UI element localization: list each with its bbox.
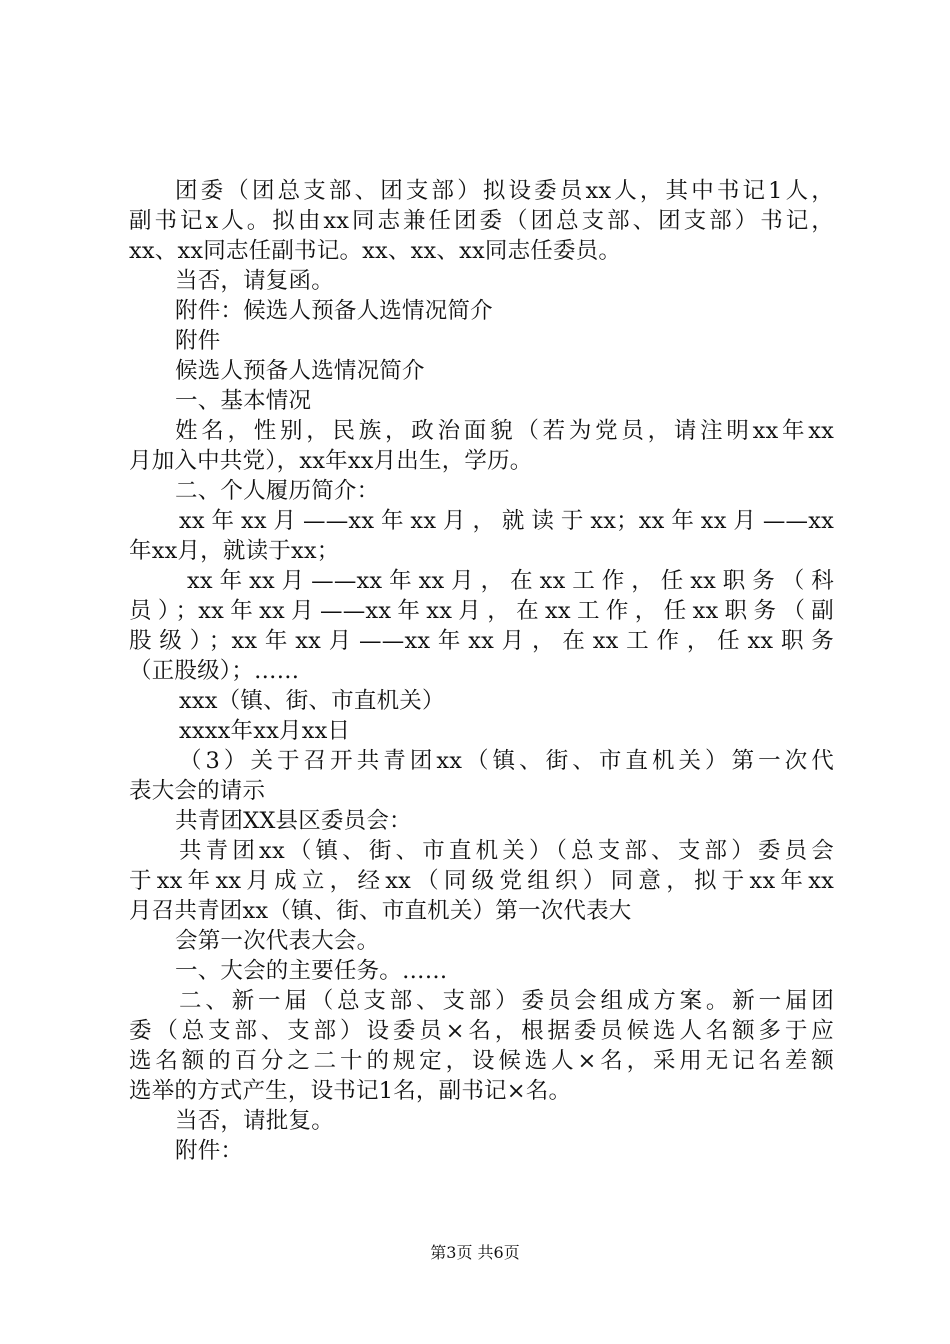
paragraph-line: 副书记x人。拟由xx同志兼任团委（团总支部、团支部）书记， [129, 208, 834, 234]
document-body [129, 176, 834, 1166]
paragraph-line: xx、xx同志任副书记。xx、xx、xx同志任委员。 [129, 238, 622, 264]
section-heading: 一、基本情况 [175, 388, 312, 414]
paragraph-line: 委（总支部、支部）设委员×名，根据委员候选人名额多于应 [129, 1018, 834, 1044]
paragraph-line: 年xx月，就读于xx； [129, 538, 340, 564]
paragraph-line: xx年xx月——xx年xx月，就读于xx；xx年xx月——xx [179, 508, 834, 534]
paragraph-line: 共青团xx（镇、街、市直机关）（总支部、支部）委员会 [179, 838, 834, 864]
recipient-line: 共青团XX县区委员会： [175, 808, 412, 834]
paragraph-line: 当否，请复函。 [175, 268, 334, 294]
signature-org: xxx（镇、街、市直机关） [179, 688, 445, 714]
paragraph-line: 于xx年xx月成立，经xx（同级党组织）同意，拟于xx年xx [129, 868, 834, 894]
paragraph-line: 月加入中共党），xx年xx月出生，学历。 [129, 448, 533, 474]
attachment-title: 候选人预备人选情况简介 [175, 358, 425, 384]
paragraph-line: 二、新一届（总支部、支部）委员会组成方案。新一届团 [179, 988, 834, 1014]
paragraph-line: 选举的方式产生，设书记1名，副书记×名。 [129, 1078, 572, 1104]
section-heading: 一、大会的主要任务。…… [175, 958, 448, 984]
paragraph-line: 团委（团总支部、团支部）拟设委员xx人，其中书记1人， [175, 178, 834, 204]
paragraph-line: 会第一次代表大会。 [175, 928, 380, 954]
paragraph-line: 当否，请批复。 [175, 1108, 334, 1134]
paragraph-line: 月召共青团xx（镇、街、市直机关）第一次代表大 [129, 898, 632, 924]
paragraph-line: 员）；xx年xx月——xx年xx月，在xx工作，任xx职务（副 [129, 598, 834, 624]
document-heading: （3）关于召开共青团xx（镇、街、市直机关）第一次代 [179, 748, 834, 774]
signature-date: xxxx年xx月xx日 [179, 718, 351, 744]
attachment-line: 附件： [175, 1138, 244, 1164]
paragraph-line: （正股级）；…… [129, 658, 300, 684]
attachment-heading: 附件 [175, 328, 221, 354]
paragraph-line: 姓名，性别，民族，政治面貌（若为党员，请注明xx年xx [175, 418, 834, 444]
paragraph-line: 选名额的百分之二十的规定，设候选人×名，采用无记名差额 [129, 1048, 834, 1074]
paragraph-line: xx年xx月——xx年xx月，在xx工作，任xx职务（科 [187, 568, 834, 594]
document-heading: 表大会的请示 [129, 778, 266, 804]
attachment-line: 附件：候选人预备人选情况简介 [175, 298, 493, 324]
paragraph-line: 股级）；xx年xx月——xx年xx月，在xx工作，任xx职务 [129, 628, 834, 654]
section-heading: 二、个人履历简介： [175, 478, 380, 504]
page-number: 第3页 共6页 [430, 1243, 520, 1262]
